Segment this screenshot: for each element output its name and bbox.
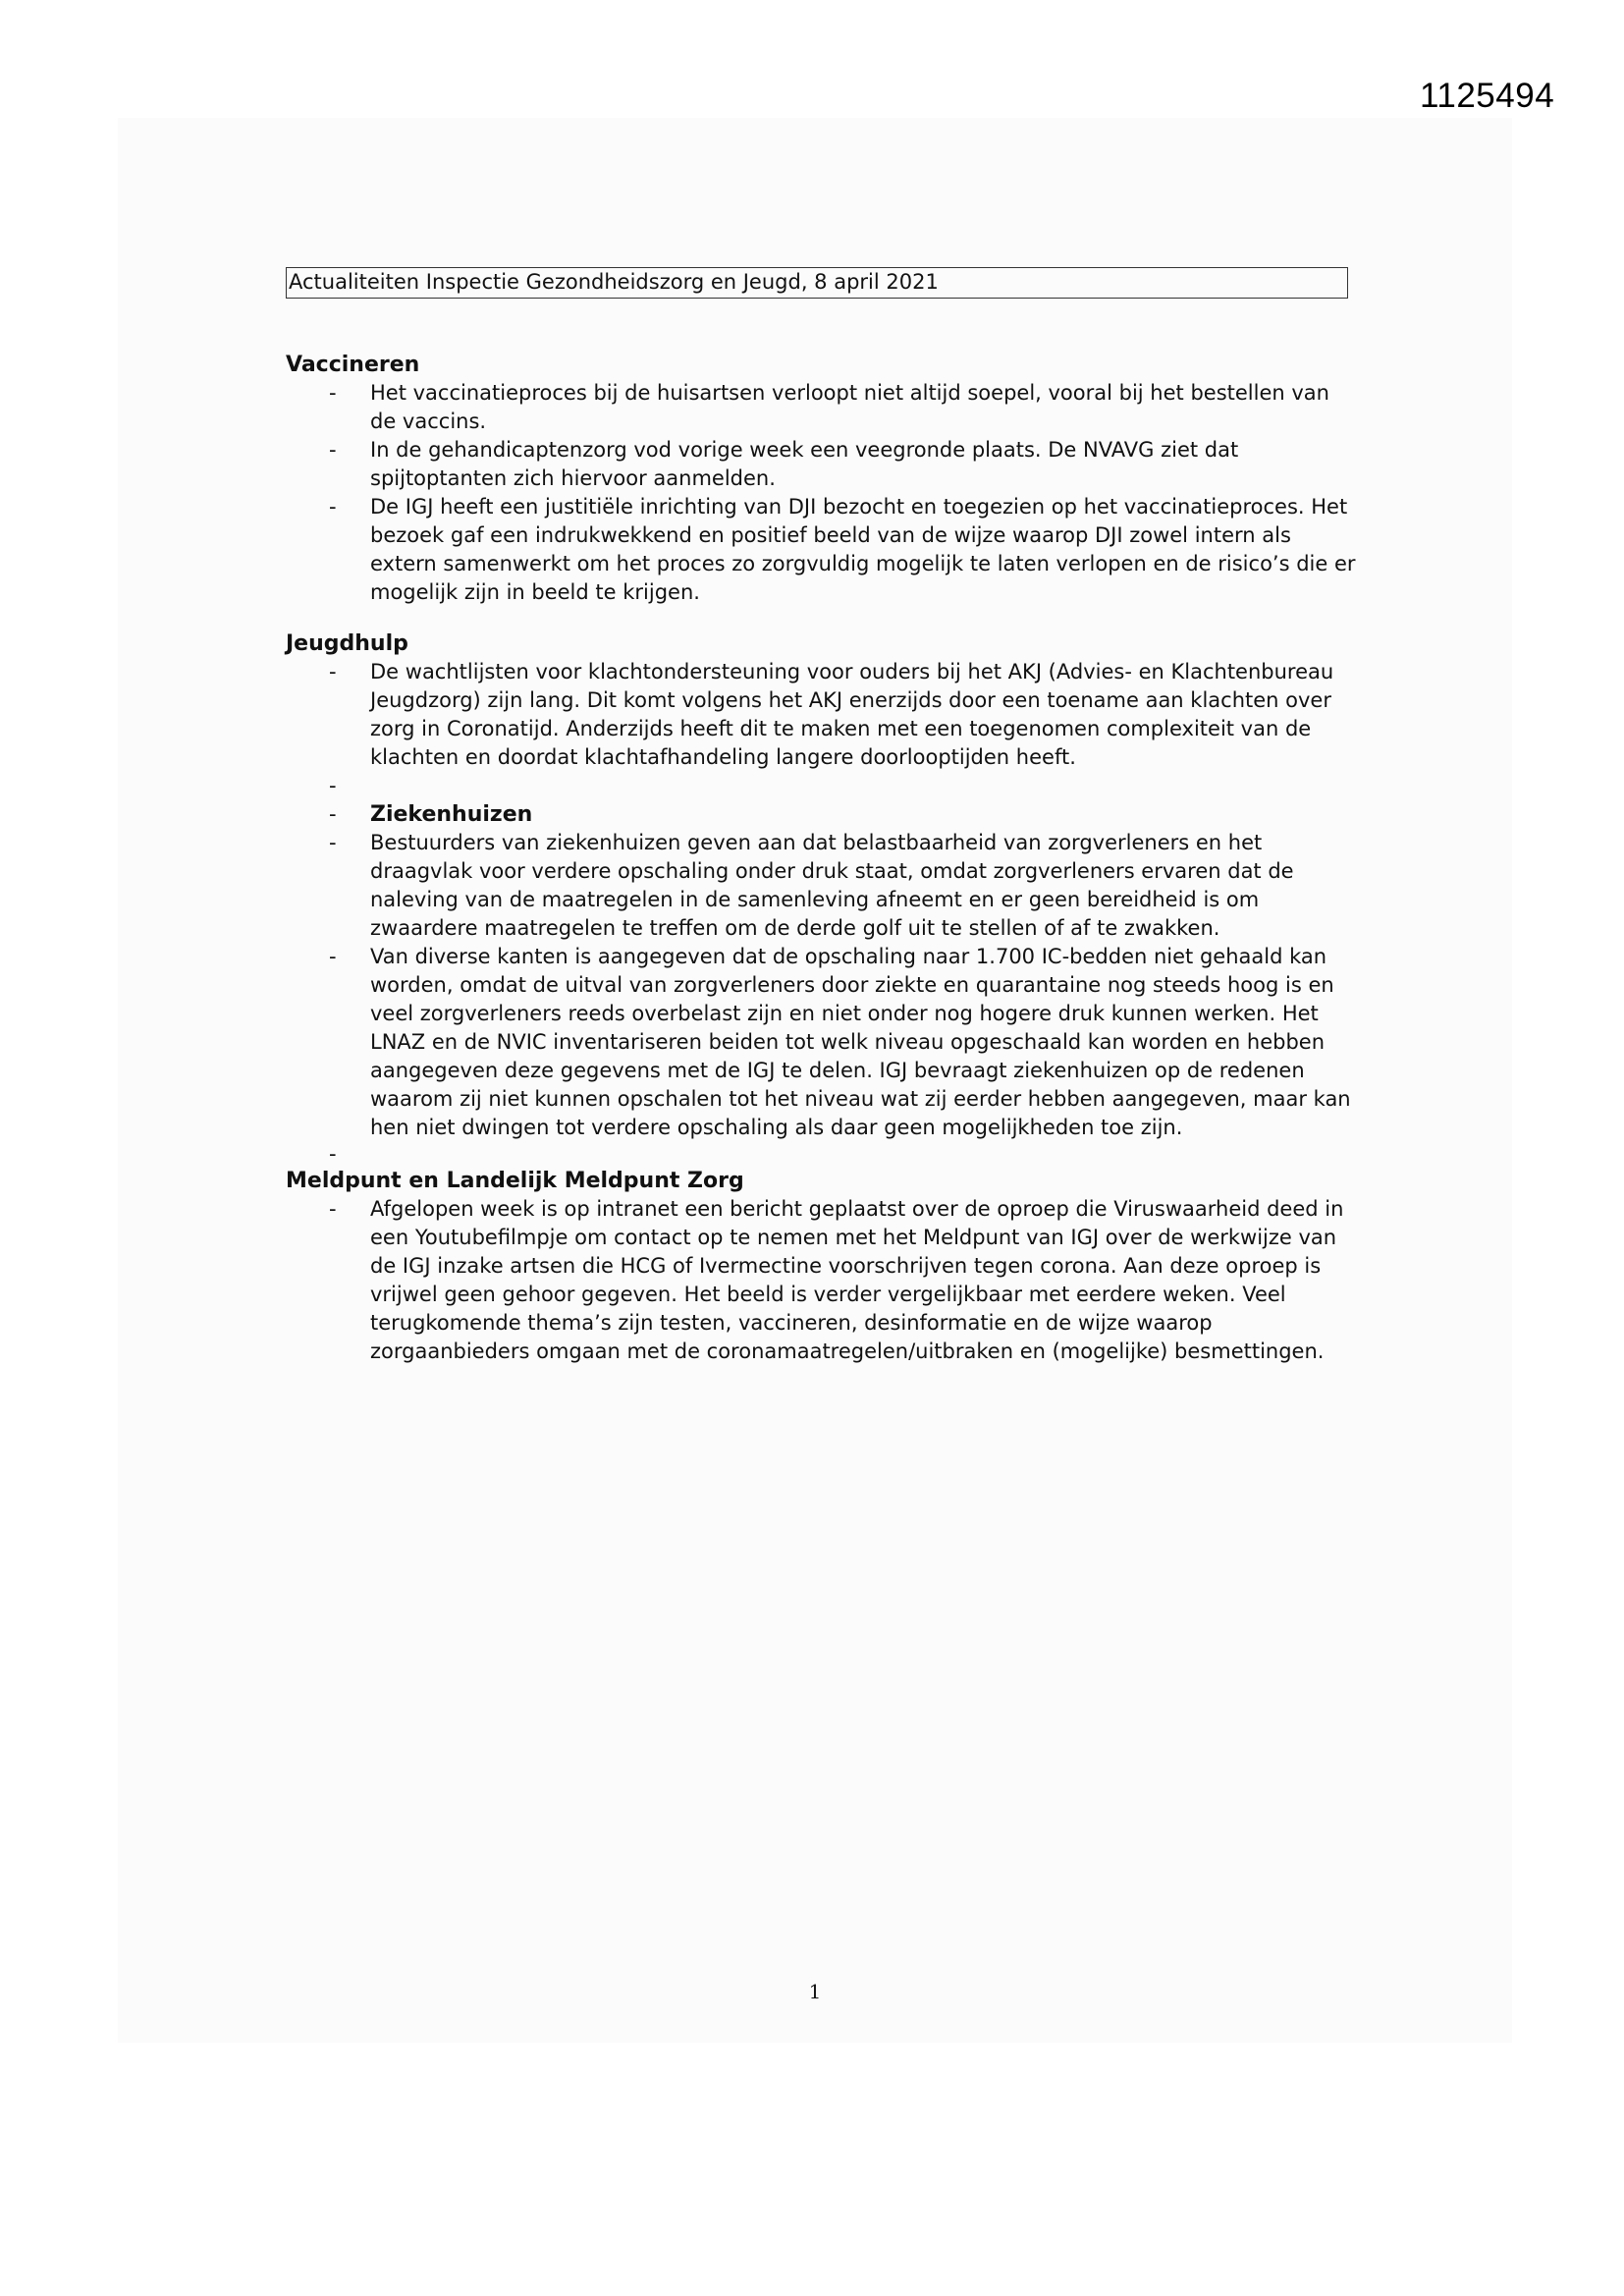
bullet-marker: -: [329, 1197, 337, 1221]
bullet-list: [286, 1195, 1356, 1366]
list-item: [286, 658, 1356, 772]
list-item-text: Het vaccinatieproces bij de huisartsen verloopt niet altijd soepel, vooral bij het bestellen van de vaccins.: [370, 381, 1329, 433]
list-item: [286, 493, 1356, 607]
bullet-marker: -: [329, 831, 337, 854]
document-header: Actualiteiten Inspectie Gezondheidszorg en Jeugd, 8 april 2021: [286, 267, 1348, 299]
list-item: [286, 1195, 1356, 1366]
document-body: [286, 351, 1356, 1389]
section-title: Meldpunt en Landelijk Meldpunt Zorg: [286, 1169, 744, 1193]
subsection-title: Ziekenhuizen: [370, 802, 533, 827]
list-item: [286, 800, 1356, 829]
section-vaccineren: [286, 351, 1356, 607]
bullet-marker: -: [329, 945, 337, 968]
list-item-text: Bestuurders van ziekenhuizen geven aan dat belastbaarheid van zorgverleners en het draagvlak voor verdere opschaling onder druk staat, omdat zorgverleners ervaren dat de naleving van de maatregelen in de samenleving afneemt en er geen bereidheid is om zwaardere maatregelen te treffen om de derde golf uit te stellen of af te zwakken.: [370, 831, 1294, 940]
list-item-text: In de gehandicaptenzorg vod vorige week een veegronde plaats. De NVAVG ziet dat spijtoptanten zich hiervoor aanmelden.: [370, 438, 1239, 490]
list-item: [286, 829, 1356, 943]
bullet-marker: -: [329, 495, 337, 519]
list-item-empty: [286, 1142, 1356, 1167]
list-item: [286, 436, 1356, 493]
list-item-text: Afgelopen week is op intranet een bericht geplaatst over de oproep die Viruswaarheid deed in een Youtubefilmpje om contact op te nemen met het Meldpunt van IGJ over de werkwijze van de IGJ inzake artsen die HCG of Ivermectine voorschrijven tegen corona. Aan deze oproep is vrijwel geen gehoor gegeven. Het beeld is verder vergelijkbaar met eerdere weken. Veel terugkomende thema’s zijn testen, vaccineren, desinformatie en de wijze waarop zorgaanbieders omgaan met de coronamaatregelen/uitbraken en (mogelijke) besmettingen.: [370, 1197, 1344, 1363]
list-item-empty: [286, 772, 1356, 800]
bullet-marker: -: [329, 1142, 337, 1166]
section-meldpunt: [286, 1167, 1356, 1366]
section-jeugdhulp: [286, 629, 1356, 1167]
list-item-text: De wachtlijsten voor klachtondersteuning voor ouders bij het AKJ (Advies- en Klachtenbureau Jeugdzorg) zijn lang. Dit komt volgens het AKJ enerzijds door een toename aan klachten over zorg in Coronatijd. Anderzijds heeft dit te maken met een toegenomen complexiteit van de klachten en doordat klachtafhandeling langere doorlooptijden heeft.: [370, 660, 1334, 769]
bullet-marker: -: [329, 660, 337, 683]
document-id: 1125494: [1420, 77, 1555, 115]
section-title: Vaccineren: [286, 353, 420, 377]
list-item-text: De IGJ heeft een justitiële inrichting van DJI bezocht en toegezien op het vaccinatieproces. Het bezoek gaf een indrukwekkend en positief beeld van de wijze waarop DJI zowel intern als extern samenwerkt om het proces zo zorgvuldig mogelijk te laten verlopen en de risico’s die er mogelijk zijn in beeld te krijgen.: [370, 495, 1356, 604]
bullet-list: [286, 379, 1356, 607]
page-number: 1: [808, 1980, 822, 2003]
bullet-marker: -: [329, 802, 337, 826]
bullet-marker: -: [329, 774, 337, 797]
section-title: Jeugdhulp: [286, 631, 408, 656]
list-item-text: Van diverse kanten is aangegeven dat de opschaling naar 1.700 IC-bedden niet gehaald kan worden, omdat de uitval van zorgverleners door ziekte en quarantaine nog steeds hoog is en veel zorgverleners reeds overbelast zijn en niet onder nog hogere druk kunnen werken. Het LNAZ en de NVIC inventariseren beiden tot welk niveau opgeschaald kan worden en hebben aangegeven deze gegevens met de IGJ te delen. IGJ bevraagt ziekenhuizen op de redenen waarom zij niet kunnen opschalen tot het niveau wat zij eerder hebben aangegeven, maar kan hen niet dwingen tot verdere opschaling als daar geen mogelijkheden toe zijn.: [370, 945, 1351, 1139]
bullet-marker: -: [329, 438, 337, 462]
bullet-list: [286, 658, 1356, 1167]
list-item: [286, 379, 1356, 436]
list-item: [286, 943, 1356, 1142]
bullet-marker: -: [329, 381, 337, 405]
